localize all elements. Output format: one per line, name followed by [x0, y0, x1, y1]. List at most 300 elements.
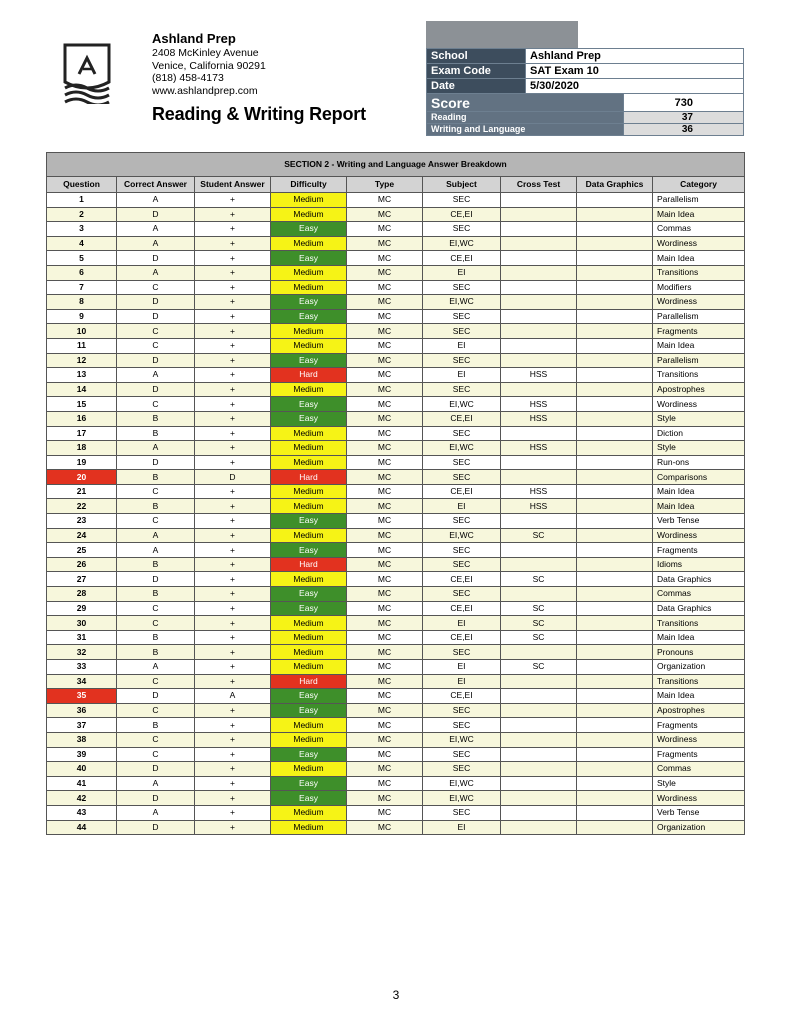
correct-answer: D	[117, 309, 195, 324]
column-header: Data Graphics	[577, 177, 653, 193]
cross-test	[501, 820, 577, 835]
subject: CE,EI	[423, 484, 501, 499]
subject: CE,EI	[423, 572, 501, 587]
cross-test	[501, 747, 577, 762]
category: Style	[653, 776, 745, 791]
question-type: MC	[347, 528, 423, 543]
question-number: 36	[47, 703, 117, 718]
difficulty-badge: Medium	[271, 484, 347, 499]
difficulty-badge: Easy	[271, 601, 347, 616]
table-row	[47, 207, 745, 222]
difficulty-badge: Medium	[271, 660, 347, 675]
question-type: MC	[347, 382, 423, 397]
subject: SEC	[423, 587, 501, 602]
cross-test: SC	[501, 660, 577, 675]
student-answer: +	[195, 397, 271, 412]
student-answer: +	[195, 411, 271, 426]
table-row	[47, 222, 745, 237]
correct-answer: D	[117, 295, 195, 310]
difficulty-badge: Medium	[271, 207, 347, 222]
report-title: Reading & Writing Report	[152, 104, 366, 124]
student-answer: +	[195, 441, 271, 456]
table-row	[47, 499, 745, 514]
question-number: 43	[47, 805, 117, 820]
category: Parallelism	[653, 309, 745, 324]
cross-test	[501, 353, 577, 368]
category: Transitions	[653, 265, 745, 280]
difficulty-badge: Medium	[271, 455, 347, 470]
cross-test	[501, 805, 577, 820]
question-number: 9	[47, 309, 117, 324]
difficulty-badge: Hard	[271, 368, 347, 383]
correct-answer: C	[117, 674, 195, 689]
score-value: 730	[624, 94, 744, 112]
cross-test	[501, 791, 577, 806]
difficulty-badge: Easy	[271, 689, 347, 704]
correct-answer: C	[117, 324, 195, 339]
data-graphics	[577, 776, 653, 791]
correct-answer: D	[117, 791, 195, 806]
student-answer: +	[195, 324, 271, 339]
table-row	[47, 484, 745, 499]
question-number: 29	[47, 601, 117, 616]
data-graphics	[577, 368, 653, 383]
category: Wordiness	[653, 791, 745, 806]
question-number: 33	[47, 660, 117, 675]
subject: SEC	[423, 805, 501, 820]
difficulty-badge: Easy	[271, 543, 347, 558]
student-answer: +	[195, 528, 271, 543]
question-type: MC	[347, 280, 423, 295]
cross-test	[501, 455, 577, 470]
correct-answer: B	[117, 718, 195, 733]
difficulty-badge: Easy	[271, 295, 347, 310]
cross-test: SC	[501, 601, 577, 616]
difficulty-badge: Medium	[271, 193, 347, 208]
school-name: Ashland Prep	[152, 31, 236, 46]
writing-row	[427, 124, 744, 136]
question-type: MC	[347, 207, 423, 222]
category: Organization	[653, 660, 745, 675]
correct-answer: D	[117, 251, 195, 266]
category: Data Graphics	[653, 601, 745, 616]
data-graphics	[577, 616, 653, 631]
data-graphics	[577, 251, 653, 266]
question-number: 31	[47, 630, 117, 645]
question-type: MC	[347, 222, 423, 237]
question-type: MC	[347, 630, 423, 645]
correct-answer: D	[117, 353, 195, 368]
data-graphics	[577, 572, 653, 587]
student-answer: +	[195, 805, 271, 820]
cross-test: SC	[501, 630, 577, 645]
phone-number: (818) 458-4173	[152, 72, 224, 84]
data-graphics	[577, 499, 653, 514]
cross-test: SC	[501, 572, 577, 587]
column-header: Subject	[423, 177, 501, 193]
student-answer: +	[195, 601, 271, 616]
cross-test	[501, 338, 577, 353]
table-row	[47, 747, 745, 762]
student-answer: +	[195, 455, 271, 470]
question-type: MC	[347, 236, 423, 251]
subject: SEC	[423, 324, 501, 339]
cross-test	[501, 776, 577, 791]
table-row	[47, 528, 745, 543]
difficulty-badge: Easy	[271, 776, 347, 791]
question-type: MC	[347, 791, 423, 806]
correct-answer: A	[117, 776, 195, 791]
data-graphics	[577, 587, 653, 602]
question-number: 15	[47, 397, 117, 412]
question-number: 30	[47, 616, 117, 631]
table-row	[47, 718, 745, 733]
table-row	[47, 382, 745, 397]
question-number: 32	[47, 645, 117, 660]
category: Commas	[653, 762, 745, 777]
table-row	[47, 353, 745, 368]
category: Style	[653, 441, 745, 456]
difficulty-badge: Medium	[271, 499, 347, 514]
category: Main Idea	[653, 689, 745, 704]
correct-answer: C	[117, 514, 195, 529]
question-type: MC	[347, 441, 423, 456]
date-row	[427, 79, 744, 94]
student-answer: +	[195, 674, 271, 689]
correct-answer: A	[117, 193, 195, 208]
category: Apostrophes	[653, 703, 745, 718]
correct-answer: D	[117, 689, 195, 704]
data-graphics	[577, 280, 653, 295]
difficulty-badge: Easy	[271, 703, 347, 718]
question-type: MC	[347, 397, 423, 412]
question-number: 34	[47, 674, 117, 689]
date-value: 5/30/2020	[526, 79, 744, 94]
answer-breakdown-table	[46, 152, 745, 835]
difficulty-badge: Medium	[271, 441, 347, 456]
subject: EI	[423, 368, 501, 383]
student-answer: +	[195, 484, 271, 499]
student-answer: +	[195, 514, 271, 529]
question-number: 41	[47, 776, 117, 791]
student-answer: +	[195, 660, 271, 675]
student-answer: +	[195, 251, 271, 266]
correct-answer: C	[117, 280, 195, 295]
correct-answer: A	[117, 368, 195, 383]
data-graphics	[577, 747, 653, 762]
difficulty-badge: Easy	[271, 411, 347, 426]
data-graphics	[577, 689, 653, 704]
reading-row	[427, 112, 744, 124]
category: Fragments	[653, 747, 745, 762]
cross-test	[501, 426, 577, 441]
table-row	[47, 791, 745, 806]
column-header-row	[47, 177, 745, 193]
question-type: MC	[347, 703, 423, 718]
question-number: 1	[47, 193, 117, 208]
question-type: MC	[347, 820, 423, 835]
student-answer: +	[195, 587, 271, 602]
data-graphics	[577, 660, 653, 675]
data-graphics	[577, 543, 653, 558]
question-number: 16	[47, 411, 117, 426]
cross-test	[501, 309, 577, 324]
question-number: 27	[47, 572, 117, 587]
difficulty-badge: Medium	[271, 426, 347, 441]
subject: SEC	[423, 718, 501, 733]
subject: EI	[423, 338, 501, 353]
category: Transitions	[653, 616, 745, 631]
subject: EI,WC	[423, 397, 501, 412]
category: Transitions	[653, 368, 745, 383]
question-number: 13	[47, 368, 117, 383]
cross-test	[501, 689, 577, 704]
question-type: MC	[347, 776, 423, 791]
correct-answer: B	[117, 630, 195, 645]
correct-answer: D	[117, 572, 195, 587]
question-type: MC	[347, 689, 423, 704]
table-row	[47, 265, 745, 280]
correct-answer: B	[117, 426, 195, 441]
data-graphics	[577, 338, 653, 353]
cross-test	[501, 295, 577, 310]
difficulty-badge: Medium	[271, 528, 347, 543]
subject: SEC	[423, 470, 501, 485]
question-type: MC	[347, 514, 423, 529]
difficulty-badge: Medium	[271, 762, 347, 777]
question-number: 44	[47, 820, 117, 835]
category: Comparisons	[653, 470, 745, 485]
subject: SEC	[423, 703, 501, 718]
data-graphics	[577, 820, 653, 835]
data-graphics	[577, 193, 653, 208]
table-row	[47, 776, 745, 791]
table-row	[47, 645, 745, 660]
score-row	[427, 94, 744, 112]
table-row	[47, 616, 745, 631]
question-type: MC	[347, 718, 423, 733]
category: Fragments	[653, 718, 745, 733]
difficulty-badge: Easy	[271, 353, 347, 368]
subject: EI,WC	[423, 441, 501, 456]
category: Apostrophes	[653, 382, 745, 397]
column-header: Difficulty	[271, 177, 347, 193]
difficulty-badge: Easy	[271, 791, 347, 806]
student-answer: +	[195, 338, 271, 353]
question-number: 19	[47, 455, 117, 470]
question-number: 14	[47, 382, 117, 397]
correct-answer: D	[117, 382, 195, 397]
question-type: MC	[347, 747, 423, 762]
correct-answer: B	[117, 645, 195, 660]
category: Wordiness	[653, 528, 745, 543]
difficulty-badge: Medium	[271, 280, 347, 295]
cross-test	[501, 514, 577, 529]
category: Main Idea	[653, 251, 745, 266]
data-graphics	[577, 236, 653, 251]
cross-test	[501, 703, 577, 718]
question-number: 6	[47, 265, 117, 280]
reading-label: Reading	[427, 112, 624, 124]
score-label: Score	[427, 94, 624, 112]
category: Diction	[653, 426, 745, 441]
student-answer: +	[195, 368, 271, 383]
cross-test	[501, 222, 577, 237]
question-type: MC	[347, 543, 423, 558]
correct-answer: C	[117, 703, 195, 718]
table-row	[47, 660, 745, 675]
cross-test	[501, 543, 577, 558]
question-number: 37	[47, 718, 117, 733]
question-number: 4	[47, 236, 117, 251]
data-graphics	[577, 397, 653, 412]
cross-test	[501, 718, 577, 733]
date-label: Date	[427, 79, 526, 94]
student-answer: +	[195, 557, 271, 572]
difficulty-badge: Medium	[271, 265, 347, 280]
question-type: MC	[347, 411, 423, 426]
cross-test	[501, 193, 577, 208]
student-answer: +	[195, 265, 271, 280]
column-header: Category	[653, 177, 745, 193]
subject: EI,WC	[423, 236, 501, 251]
cross-test	[501, 324, 577, 339]
correct-answer: D	[117, 820, 195, 835]
subject: EI	[423, 265, 501, 280]
column-header: Correct Answer	[117, 177, 195, 193]
student-answer: +	[195, 193, 271, 208]
question-type: MC	[347, 499, 423, 514]
table-row	[47, 426, 745, 441]
question-type: MC	[347, 601, 423, 616]
data-graphics	[577, 426, 653, 441]
subject: CE,EI	[423, 411, 501, 426]
data-graphics	[577, 411, 653, 426]
difficulty-badge: Medium	[271, 820, 347, 835]
question-type: MC	[347, 353, 423, 368]
exam-info-table	[426, 48, 744, 94]
cross-test	[501, 265, 577, 280]
cross-test: HSS	[501, 484, 577, 499]
question-type: MC	[347, 805, 423, 820]
correct-answer: C	[117, 338, 195, 353]
writing-value: 36	[624, 124, 744, 136]
cross-test	[501, 762, 577, 777]
subject: EI	[423, 674, 501, 689]
question-type: MC	[347, 557, 423, 572]
student-answer: +	[195, 295, 271, 310]
category: Commas	[653, 222, 745, 237]
student-answer: +	[195, 543, 271, 558]
category: Main Idea	[653, 484, 745, 499]
correct-answer: D	[117, 762, 195, 777]
data-graphics	[577, 514, 653, 529]
question-number: 5	[47, 251, 117, 266]
student-answer: +	[195, 426, 271, 441]
correct-answer: D	[117, 207, 195, 222]
correct-answer: A	[117, 543, 195, 558]
cross-test	[501, 645, 577, 660]
column-header: Question	[47, 177, 117, 193]
difficulty-badge: Medium	[271, 732, 347, 747]
question-type: MC	[347, 616, 423, 631]
cross-test	[501, 236, 577, 251]
table-row	[47, 455, 745, 470]
difficulty-badge: Medium	[271, 236, 347, 251]
question-number: 3	[47, 222, 117, 237]
question-type: MC	[347, 265, 423, 280]
question-number: 26	[47, 557, 117, 572]
question-type: MC	[347, 732, 423, 747]
table-row	[47, 805, 745, 820]
subject: CE,EI	[423, 251, 501, 266]
question-number: 17	[47, 426, 117, 441]
table-row	[47, 703, 745, 718]
question-number: 25	[47, 543, 117, 558]
reading-value: 37	[624, 112, 744, 124]
cross-test	[501, 382, 577, 397]
difficulty-badge: Medium	[271, 338, 347, 353]
table-row	[47, 732, 745, 747]
question-type: MC	[347, 324, 423, 339]
subject: SEC	[423, 193, 501, 208]
table-row	[47, 338, 745, 353]
student-answer: +	[195, 718, 271, 733]
subject: EI,WC	[423, 528, 501, 543]
exam-code-row	[427, 64, 744, 79]
category: Modifiers	[653, 280, 745, 295]
subject: SEC	[423, 747, 501, 762]
table-row	[47, 601, 745, 616]
student-answer: +	[195, 776, 271, 791]
student-answer: +	[195, 820, 271, 835]
student-answer: +	[195, 762, 271, 777]
subject: SEC	[423, 280, 501, 295]
difficulty-badge: Hard	[271, 674, 347, 689]
subject: SEC	[423, 309, 501, 324]
exam-code-label: Exam Code	[427, 64, 526, 79]
correct-answer: C	[117, 397, 195, 412]
question-type: MC	[347, 426, 423, 441]
category: Parallelism	[653, 353, 745, 368]
subject: SEC	[423, 514, 501, 529]
difficulty-badge: Easy	[271, 514, 347, 529]
subject: CE,EI	[423, 207, 501, 222]
cross-test: SC	[501, 528, 577, 543]
question-type: MC	[347, 660, 423, 675]
website-link[interactable]: www.ashlandprep.com	[152, 84, 258, 97]
table-row	[47, 762, 745, 777]
table-row	[47, 470, 745, 485]
category: Parallelism	[653, 193, 745, 208]
difficulty-badge: Easy	[271, 251, 347, 266]
question-type: MC	[347, 251, 423, 266]
data-graphics	[577, 645, 653, 660]
student-answer: +	[195, 353, 271, 368]
table-row	[47, 441, 745, 456]
question-number: 23	[47, 514, 117, 529]
table-row	[47, 557, 745, 572]
school-label: School	[427, 49, 526, 64]
subject: EI,WC	[423, 791, 501, 806]
question-type: MC	[347, 572, 423, 587]
question-type: MC	[347, 470, 423, 485]
cross-test: HSS	[501, 499, 577, 514]
data-graphics	[577, 703, 653, 718]
data-graphics	[577, 382, 653, 397]
data-graphics	[577, 353, 653, 368]
student-answer: D	[195, 470, 271, 485]
